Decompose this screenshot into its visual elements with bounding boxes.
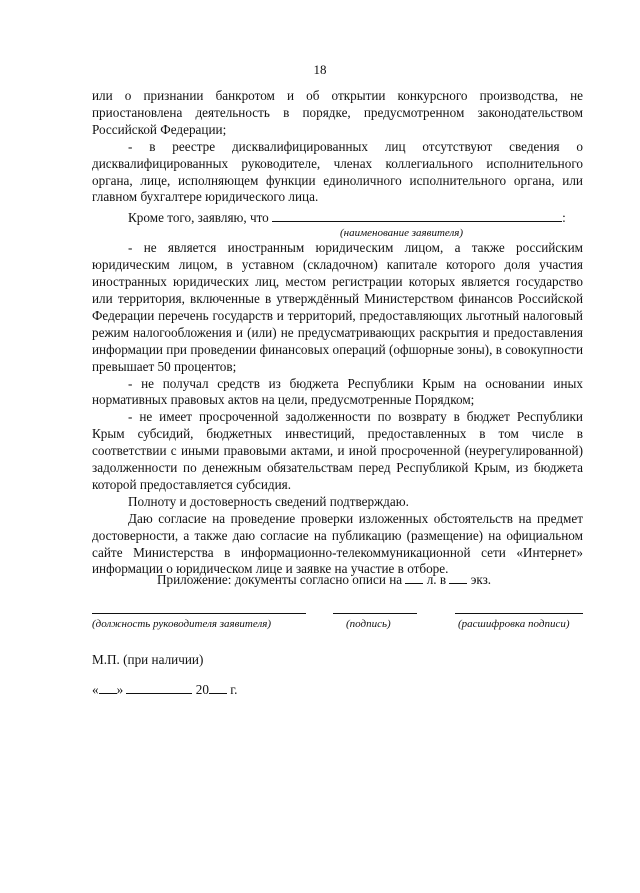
year-prefix: 20 [195,682,209,697]
day-blank [99,681,117,694]
applicant-name-blank [272,209,562,222]
position-caption: (должность руководителя заявителя) [92,618,272,630]
page-number: 18 [313,62,327,77]
decode-signature-line [455,613,583,614]
position-signature-line [92,613,306,614]
signature-line [333,613,417,614]
paragraph-confirm: Полноту и достоверность сведений подтверждаю. [128,493,409,509]
declare-prefix: Кроме того, заявляю, что [128,210,269,226]
sheets-count-blank [405,571,423,584]
appendix-line [157,571,491,588]
paragraph-disqualified-registry: - в реестре дисквалифицированных лиц отсутствуют сведения о дисквалифицированных руководителе, членах коллегиального исполнительного органа, лице, исполняющем функции единоличного исполнительного органа, или главном бухгалтере юридического лица. [92,138,583,205]
paragraph-bankruptcy: или о признании банкротом и об открытии конкурсного производства, не приостановлена деятельность в порядке, предусмотренном законодательством Российской Федерации; [92,88,583,137]
applicant-name-caption: (наименование заявителя) [340,227,464,240]
appendix-text-1: Приложение: документы согласно описи на [157,572,403,587]
paragraph-consent: Даю согласие на проведение проверки изложенных обстоятельств на предмет достоверности, а также даю согласие на публикацию (размещение) на официальном сайте Министерства в информационно-телекоммуникационной сети «Интернет» информации о юридическом лице и заявке на участие в отборе. [92,510,583,577]
appendix-text-2: л. в [426,572,447,587]
declare-line [92,209,583,227]
date-line [92,681,237,698]
date-close-quote: » [116,682,124,697]
month-blank [126,681,192,694]
document-body [92,88,583,578]
paragraph-foreign-entity: - не является иностранным юридическим лицом, а также российским юридическим лицом, в уставном (складочном) капитале которого доля участия иностранных юридических лиц, местом регистрации которых является государство или территория, включенные в утверждённый Министерством финансов Российской Федерации перечень государств и территорий, предоставляющих льготный налоговый режим налогообложения и (или) не предусматривающих раскрытия и предоставления информации при проведении финансовых операций (офшорные зоны), в совокупности превышает 50 процентов; [92,240,583,374]
date-open-quote: « [92,682,99,697]
year-blank [209,681,227,694]
declare-suffix: : [562,210,566,226]
copies-count-blank [449,571,467,584]
appendix-text-3: экз. [470,572,492,587]
stamp-label: М.П. (при наличии) [92,652,204,667]
decode-caption: (расшифровка подписи) [458,618,570,630]
year-suffix: г. [230,682,238,697]
paragraph-no-budget-funds: - не получал средств из бюджета Республики Крым на основании иных нормативных правовых актов на цели, предусмотренные Порядком; [92,375,583,408]
paragraph-no-overdue-debt: - не имеет просроченной задолженности по возврату в бюджет Республики Крым субсидий, бюджетных инвестиций, предоставленных в том числе в соответствии с иными правовыми актами, и иной просроченной (неурегулированной) задолженности по денежным обязательствам перед Республикой Крым, из бюджета которой предоставляется субсидия. [92,409,583,492]
signature-caption: (подпись) [346,618,391,630]
